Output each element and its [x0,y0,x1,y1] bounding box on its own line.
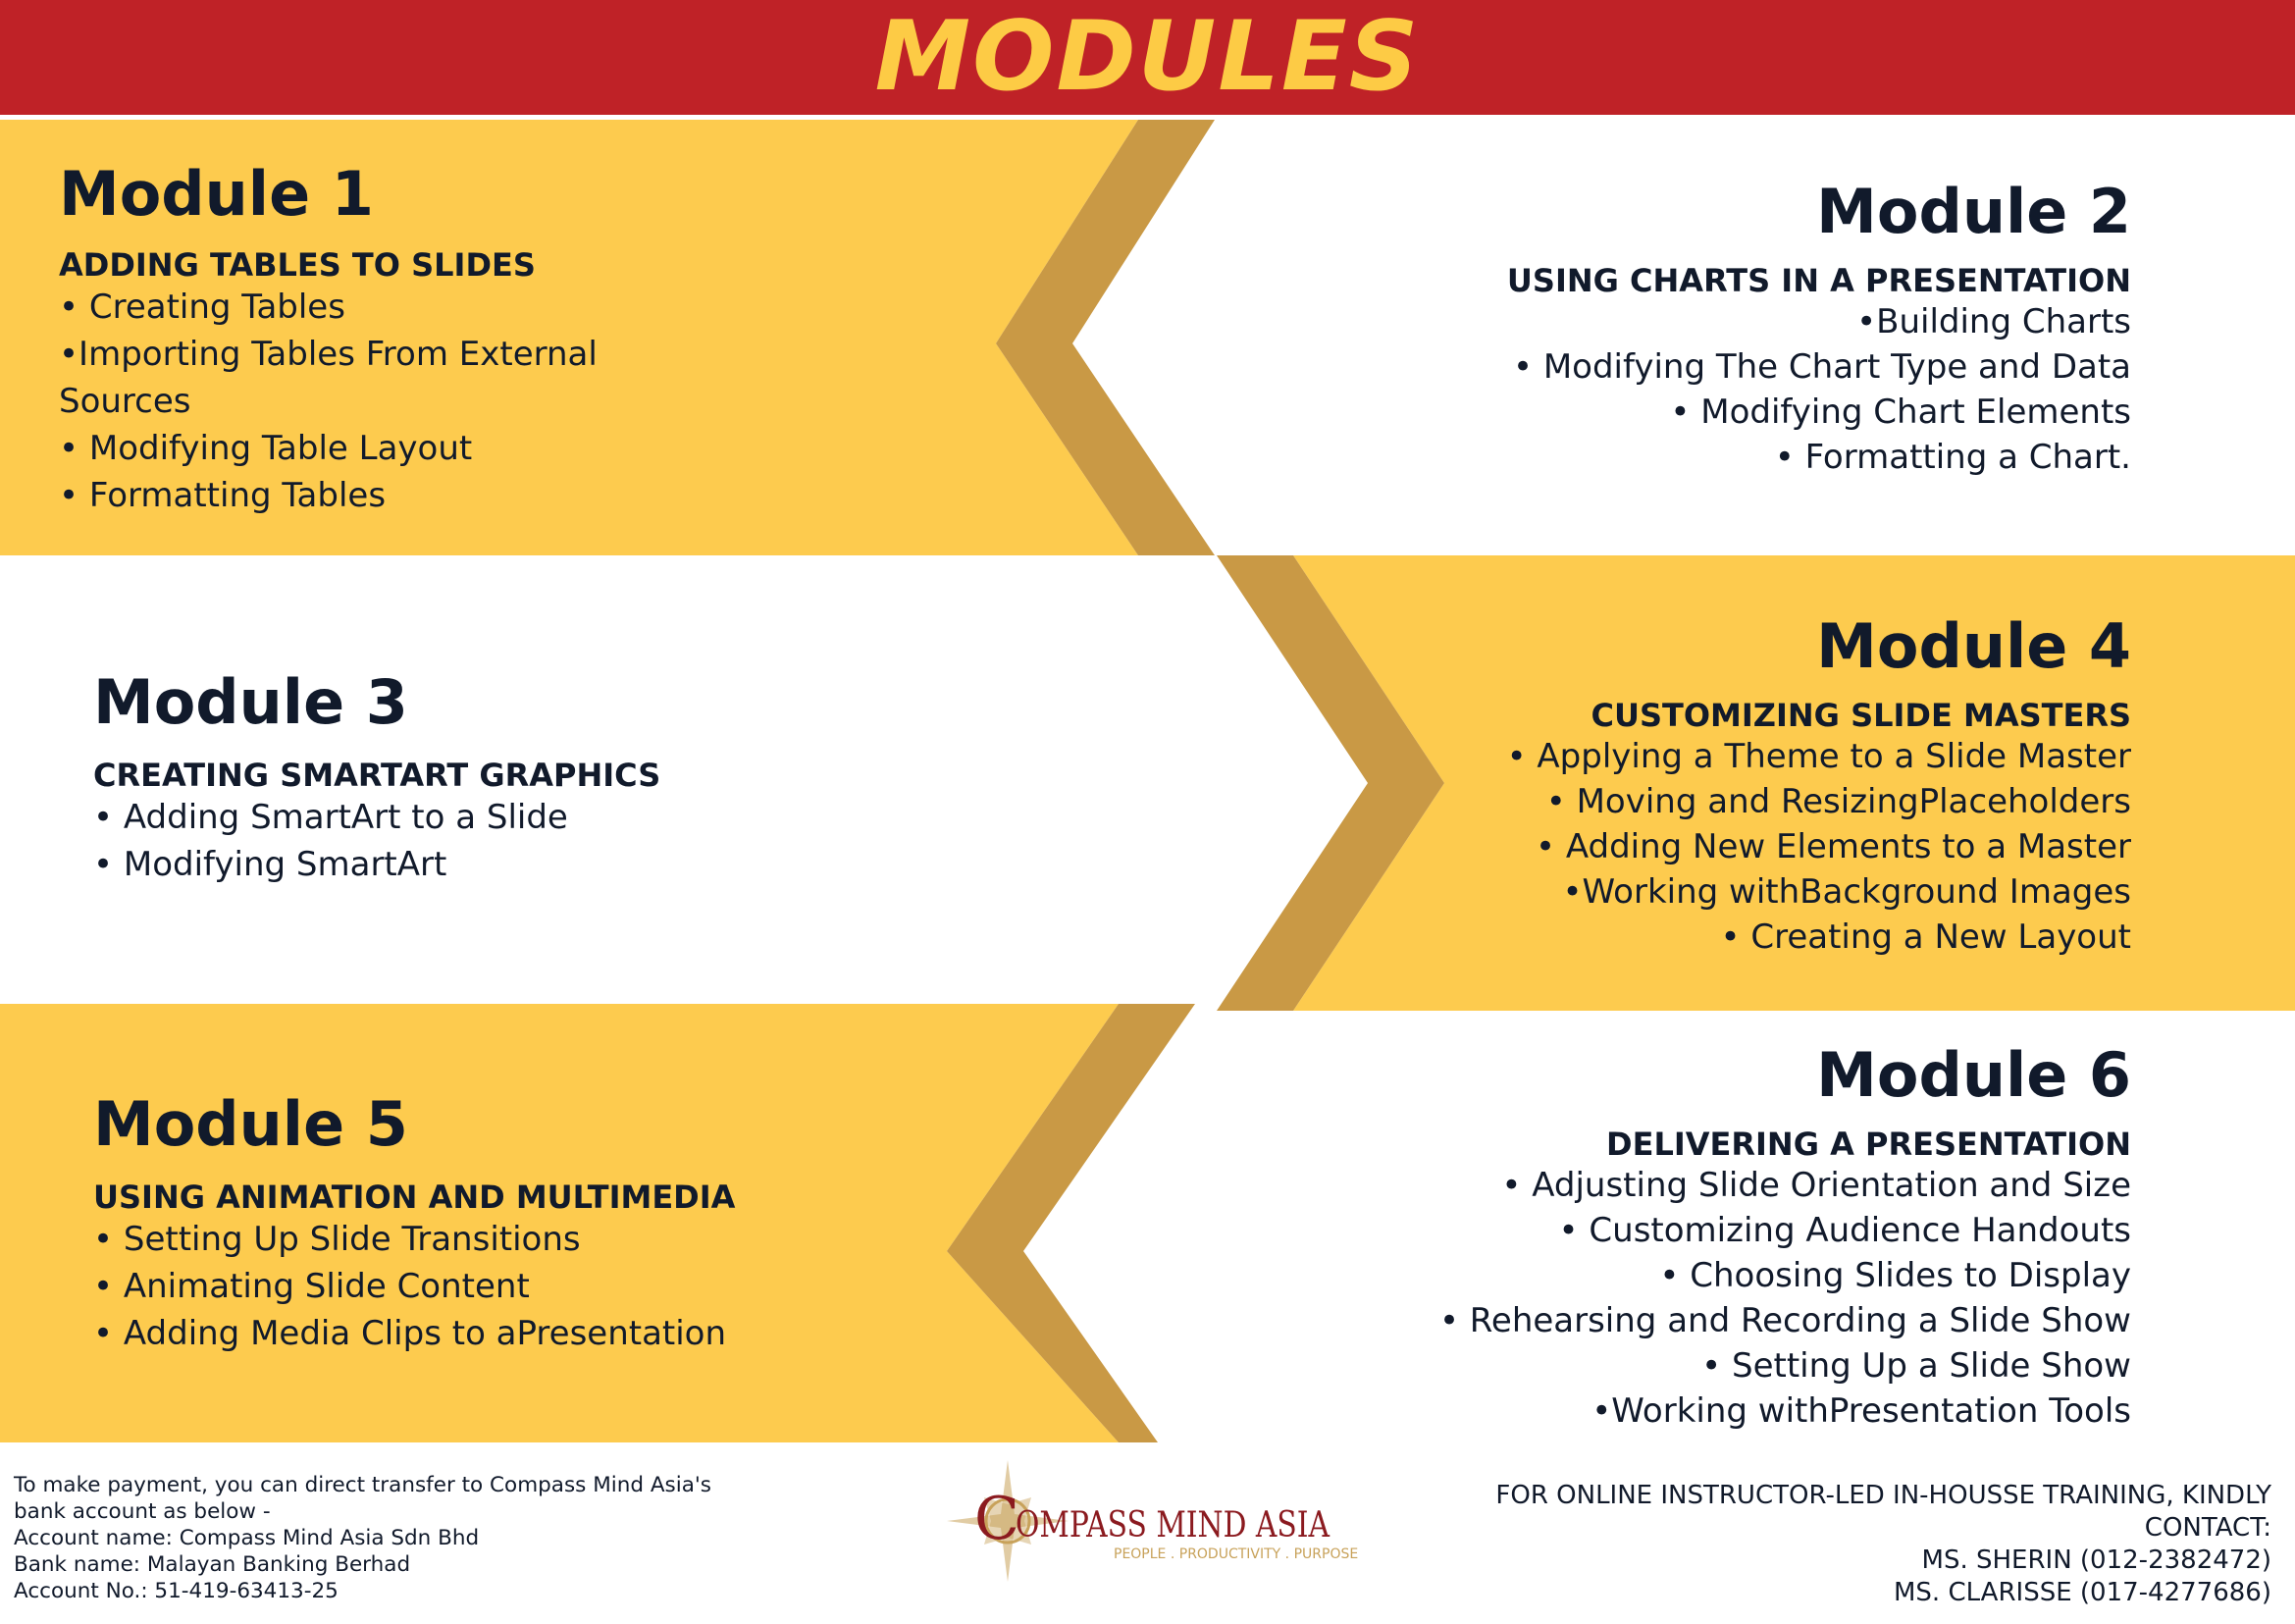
module-5-subtitle: USING ANIMATION AND MULTIMEDIA [93,1179,736,1217]
payment-line: Account name: Compass Mind Asia Sdn Bhd [14,1526,480,1550]
list-item: • Moving and ResizingPlaceholders [1545,782,2131,822]
list-item: •Building Charts [1856,302,2131,342]
module-5 [93,1089,976,1357]
logo-tagline: PEOPLE . PRODUCTIVITY . PURPOSE [1114,1546,1359,1562]
module-3 [93,667,976,888]
list-item: • Setting Up a Slide Show [1701,1346,2131,1387]
module-4-subtitle: CUSTOMIZING SLIDE MASTERS [1591,697,2131,735]
payment-line: bank account as below - [14,1499,271,1524]
contact-info [1408,1480,2271,1609]
payment-line: Bank name: Malayan Banking Berhad [14,1552,411,1577]
module-4-list [1374,734,2131,960]
list-item: • Modifying The Chart Type and Data [1512,347,2131,388]
module-4-title: Module 4 [1816,610,2131,682]
module-6-list [1276,1163,2131,1434]
list-item: • Modifying Table Layout [59,429,473,469]
list-item: •Working withBackground Images [1562,872,2131,913]
module-5-title: Module 5 [93,1088,408,1160]
payment-line: Account No.: 51-419-63413-25 [14,1579,339,1603]
module-1 [59,159,765,519]
logo-letter-c: C [974,1485,1019,1553]
contact-line: FOR ONLINE INSTRUCTOR-LED IN-HOUSSE TRAINING, KINDLY [1495,1481,2271,1510]
contact-line: MS. SHERIN (012-2382472) [1921,1545,2271,1575]
list-item: • Creating Tables [59,288,345,328]
module-5-list [93,1216,976,1357]
module-1-list [59,284,765,519]
list-item: • Applying a Theme to a Slide Master [1506,737,2131,777]
list-item: •Working withPresentation Tools [1591,1391,2131,1432]
list-item: • Formatting a Chart. [1774,438,2131,478]
compass-mind-asia-logo [947,1452,1359,1599]
list-item: • Choosing Slides to Display [1659,1256,2131,1296]
module-3-subtitle: CREATING SMARTART GRAPHICS [93,757,661,795]
list-item: • Creating a New Layout [1720,917,2131,958]
list-item: •Importing Tables From External Sources [59,335,598,422]
module-3-title: Module 3 [93,666,408,738]
list-item: • Adjusting Slide Orientation and Size [1501,1166,2131,1206]
module-1-subtitle: ADDING TABLES TO SLIDES [59,246,536,285]
contact-line: CONTACT: [2144,1513,2271,1543]
page-title: MODULES [874,1,1421,113]
module-3-list [93,794,976,888]
list-item: • Adding Media Clips to aPresentation [93,1314,727,1354]
logo-name: OMPASS MIND ASIA [1016,1505,1330,1545]
header-bar [0,0,2295,115]
list-item: • Adding New Elements to a Master [1535,827,2131,867]
module-6-subtitle: DELIVERING A PRESENTATION [1606,1126,2131,1164]
list-item: • Setting Up Slide Transitions [93,1220,581,1260]
module-2 [1374,177,2131,480]
list-item: • Animating Slide Content [93,1267,530,1307]
payment-info [14,1472,799,1604]
list-item: • Customizing Audience Handouts [1558,1211,2131,1251]
module-2-title: Module 2 [1816,176,2131,247]
payment-line: To make payment, you can direct transfer to Compass Mind Asia's [14,1473,712,1497]
contact-line: MS. CLARISSE (017-4277686) [1893,1578,2271,1607]
module-4 [1374,611,2131,960]
module-2-subtitle: USING CHARTS IN A PRESENTATION [1506,262,2131,300]
module-6 [1276,1040,2131,1434]
list-item: • Rehearsing and Recording a Slide Show [1438,1301,2131,1341]
list-item: • Modifying Chart Elements [1670,393,2131,433]
module-1-title: Module 1 [59,158,374,230]
list-item: • Adding SmartArt to a Slide [93,798,568,838]
module-6-title: Module 6 [1816,1039,2131,1111]
list-item: • Formatting Tables [59,476,387,516]
module-2-list [1374,299,2131,480]
list-item: • Modifying SmartArt [93,845,447,885]
